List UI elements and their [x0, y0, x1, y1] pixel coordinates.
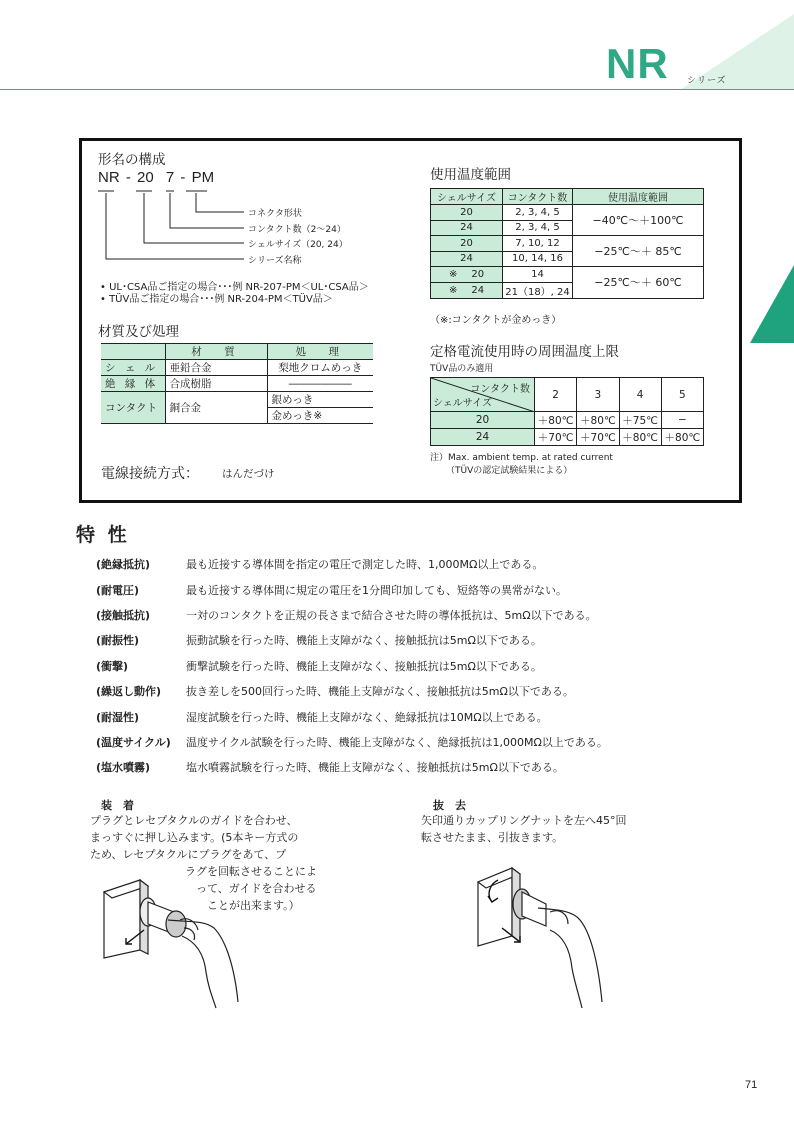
- note-tuv: • TÜV品ご指定の場合･･･例 NR-204-PM＜TÜV品＞: [100, 294, 333, 305]
- temp-shell: 24: [431, 251, 503, 267]
- current-col: 5: [661, 378, 703, 412]
- model-part-shape: PM: [191, 169, 215, 186]
- list-item: (耐電圧) 最も近接する導体間に規定の電圧を1分間印加しても、短絡等の異常がない。: [96, 584, 567, 597]
- mounting-title: 装 着: [101, 799, 134, 812]
- temp-range-table: [430, 188, 704, 299]
- removal-title: 抜 去: [433, 799, 466, 812]
- current-val: ＋80℃: [535, 412, 577, 429]
- table-row: [101, 376, 373, 392]
- mounting-illustration: [96, 862, 246, 1012]
- materials-part: コンタクト: [101, 392, 165, 424]
- materials-table: [101, 343, 373, 424]
- temp-range-value: −25℃〜＋ 85℃: [573, 236, 704, 267]
- model-part-dash: -: [125, 169, 131, 186]
- mounting-line: まっすぐに押し込みます。(5本キー方式の: [90, 831, 299, 844]
- current-col: 2: [535, 378, 577, 412]
- materials-part: 絶 縁 体: [101, 376, 165, 392]
- model-code: [98, 169, 216, 186]
- mounting-line: ラグを回転させることによ: [185, 865, 317, 878]
- temp-contacts: 10, 14, 16: [503, 251, 573, 267]
- temp-shell: ※ 24: [431, 282, 503, 298]
- table-row: [101, 360, 373, 376]
- current-val: −: [661, 412, 703, 429]
- temp-range-value: −40℃〜＋100℃: [573, 205, 704, 236]
- temp-shell: 24: [431, 220, 503, 236]
- table-row: [101, 392, 373, 408]
- current-shell: 24: [431, 429, 535, 446]
- list-item: (温度サイクル) 温度サイクル試験を行った時、機能上支障がなく、絶縁抵抗は1,000MΩ以上である。: [96, 736, 608, 749]
- current-temp-title: 定格電流使用時の周囲温度上限: [430, 344, 619, 360]
- current-val: ＋80℃: [661, 429, 703, 446]
- current-temp-note2: （TÜVの認定試験結果による）: [446, 466, 573, 476]
- legend-shell: シェルサイズ（20, 24）: [248, 240, 348, 250]
- temp-header-shell: シェルサイズ: [431, 189, 503, 205]
- model-part-series: NR: [98, 169, 120, 186]
- current-col: 4: [619, 378, 661, 412]
- list-item: (繰返し動作) 抜き差しを500回行った時、機能上支障がなく、接触抵抗は5mΩ以下である。: [96, 685, 574, 698]
- mounting-line: ことが出来ます。）: [207, 899, 300, 912]
- materials-finish: 銀めっき: [267, 392, 373, 408]
- removal-illustration: [472, 852, 612, 1012]
- temp-range-value: −25℃〜＋ 60℃: [573, 267, 704, 299]
- characteristics-title: 特 性: [76, 524, 130, 546]
- model-part-dash2: -: [180, 169, 186, 186]
- materials-header-finish: 処 理: [267, 344, 373, 360]
- temp-header-range: 使用温度範囲: [573, 189, 704, 205]
- legend-contacts: コンタクト数（2〜24）: [248, 225, 346, 235]
- legend-series: シリーズ名称: [248, 256, 302, 266]
- list-item: (衝撃) 衝撃試験を行った時、機能上支障がなく、接触抵抗は5mΩ以下である。: [96, 660, 542, 673]
- legend-shape: コネクタ形状: [248, 209, 302, 219]
- materials-title: 材質及び処理: [98, 324, 179, 340]
- materials-finish: 梨地クロムめっき: [267, 360, 373, 376]
- temp-shell: 20: [431, 236, 503, 252]
- current-val: ＋80℃: [619, 429, 661, 446]
- current-temp-corner: [431, 378, 535, 412]
- current-temp-sub: TÜV品のみ適用: [430, 364, 494, 374]
- list-item: (塩水噴霧) 塩水噴霧試験を行った時、機能上支障がなく、接触抵抗は5mΩ以下である。: [96, 761, 564, 774]
- wiring-value: はんだづけ: [222, 468, 275, 480]
- corner-bottom-label: シェルサイズ: [433, 398, 492, 409]
- table-row: [431, 205, 704, 221]
- temp-contacts: 14: [503, 267, 573, 283]
- list-item: (絶縁抵抗) 最も近接する導体間を指定の電圧で測定した時、1,000MΩ以上である。: [96, 558, 544, 571]
- materials-part: シ ェ ル: [101, 360, 165, 376]
- temp-range-note: （※:コンタクトが金めっき）: [430, 315, 562, 326]
- current-shell: 20: [431, 412, 535, 429]
- current-val: ＋70℃: [577, 429, 619, 446]
- materials-material: 銅合金: [165, 392, 267, 424]
- series-suffix: シリーズ: [687, 76, 727, 86]
- current-col: 3: [577, 378, 619, 412]
- current-val: ＋70℃: [535, 429, 577, 446]
- temp-contacts: 2, 3, 4, 5: [503, 205, 573, 221]
- table-row: [431, 236, 704, 252]
- materials-material: 亜鉛合金: [165, 360, 267, 376]
- side-tab-decoration: [750, 265, 794, 343]
- materials-header-material: 材 質: [165, 344, 267, 360]
- list-item: (耐湿性) 湿度試験を行った時、機能上支障がなく、絶縁抵抗は10MΩ以上である。: [96, 711, 548, 724]
- removal-line: 矢印通りカップリングナットを左へ45°回: [421, 814, 627, 827]
- current-val: ＋80℃: [577, 412, 619, 429]
- model-part-shell: 20: [137, 169, 154, 186]
- mounting-line: プラグとレセプタクルのガイドを合わせ、: [90, 814, 298, 827]
- temp-range-title: 使用温度範囲: [430, 167, 511, 183]
- current-val: ＋75℃: [619, 412, 661, 429]
- model-part-contacts: 7: [165, 169, 175, 186]
- corner-top-label: コンタクト数: [470, 384, 530, 395]
- mounting-line: って、ガイドを合わせる: [196, 882, 317, 895]
- table-row: [431, 267, 704, 283]
- materials-finish: ――――――: [267, 376, 373, 392]
- temp-header-contacts: コンタクト数: [503, 189, 573, 205]
- model-title: 形名の構成: [98, 152, 166, 168]
- temp-shell: 20: [431, 205, 503, 221]
- series-name: NR: [606, 40, 669, 87]
- list-item: (耐振性) 振動試験を行った時、機能上支障がなく、接触抵抗は5mΩ以下である。: [96, 634, 542, 647]
- temp-shell: ※ 20: [431, 267, 503, 283]
- table-row: [431, 412, 704, 429]
- current-temp-table: [430, 377, 704, 446]
- temp-contacts: 21（18）, 24: [503, 282, 573, 298]
- list-item: (接触抵抗) 一対のコンタクトを正規の長さまで結合させた時の導体抵抗は、5mΩ以下である。: [96, 609, 597, 622]
- page-number: 71: [745, 1079, 758, 1091]
- note-ul: • UL･CSA品ご指定の場合･･･例 NR-207-PM＜UL･CSA品＞: [100, 282, 369, 293]
- materials-header-blank: [101, 344, 165, 360]
- temp-contacts: 7, 10, 12: [503, 236, 573, 252]
- mounting-line: ため、レセプタクルにプラグをあて、プ: [90, 848, 287, 861]
- wiring-label: 電線接続方式：: [101, 466, 199, 482]
- current-temp-note1: 注）Max. ambient temp. at rated current: [430, 453, 613, 463]
- temp-contacts: 2, 3, 4, 5: [503, 220, 573, 236]
- removal-line: 転させたまま、引抜きます。: [421, 831, 564, 844]
- header-rule: [0, 89, 794, 90]
- materials-material: 合成樹脂: [165, 376, 267, 392]
- materials-finish: 金めっき※: [267, 408, 373, 424]
- table-row: [431, 429, 704, 446]
